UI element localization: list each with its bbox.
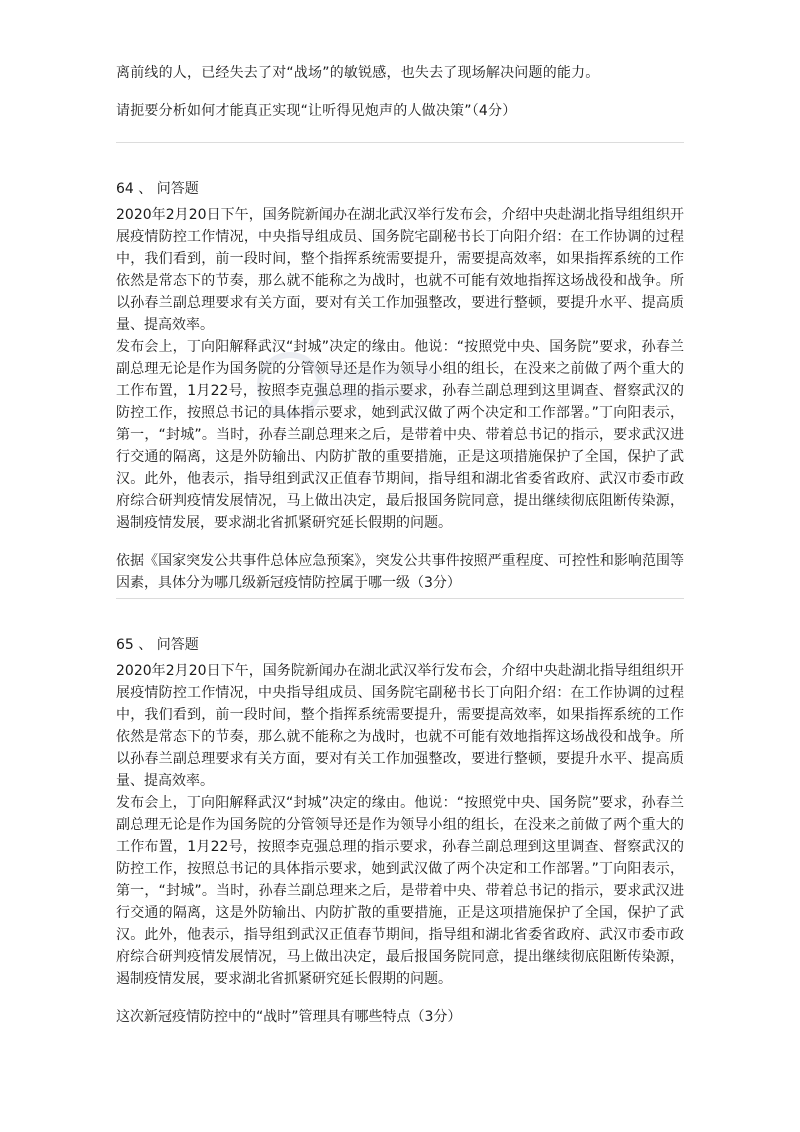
question-65 (116, 634, 684, 1028)
previous-question-tail: 离前线的人，已经失去了对“战场”的敏锐感，也失去了现场解决问题的能力。 (116, 65, 600, 81)
question-64-ask: 依据《国家突发公共事件总体应急预案》，突发公共事件按照严重程度、可控性和影响范围等因素，具体分为哪几级新冠疫情防控属于哪一级（3分） (116, 553, 684, 591)
question-65-ask: 这次新冠疫情防控中的“战时”管理具有哪些特点（3分） (116, 1009, 462, 1025)
question-64 (116, 178, 684, 594)
divider (116, 142, 684, 143)
question-64-paragraph-2: 发布会上，丁向阳解释武汉“封城”决定的缘由。他说：“按照党中央、国务院”要求，孙春兰副总理无论是作为国务院的分管领导还是作为领导小组的组长，在没来之前做了两个重大的工作布置，1月22号，按照李克强总理的指示要求，孙春兰副总理到这里调查、督察武汉的防控工作，按照总书记的具体指示要求，她到武汉做了两个决定和工作部署。”丁向阳表示，第一，“封城”。当时，孙春兰副总理来之后，是带着中央、带着总书记的指示，要求武汉进行交通的隔离，这是外防输出、内防扩散的重要措施，正是这项措施保护了全国，保护了武汉。此外，他表示，指导组到武汉正值春节期间，指导组和湖北省委省政府、武汉市委市政府综合研判疫情发展情况，马上做出决定，最后报国务院同意，提出继续彻底阻断传染源，遏制疫情发展，要求湖北省抓紧研究延长假期的问题。 (116, 339, 684, 531)
question-65-paragraph-2: 发布会上，丁向阳解释武汉“封城”决定的缘由。他说：“按照党中央、国务院”要求，孙春兰副总理无论是作为国务院的分管领导还是作为领导小组的组长，在没来之前做了两个重大的工作布置，1月22号，按照李克强总理的指示要求，孙春兰副总理到这里调查、督察武汉的防控工作，按照总书记的具体指示要求，她到武汉做了两个决定和工作部署。”丁向阳表示，第一，“封城”。当时，孙春兰副总理来之后，是带着中央、带着总书记的指示，要求武汉进行交通的隔离，这是外防输出、内防扩散的重要措施，正是这项措施保护了全国，保护了武汉。此外，他表示，指导组到武汉正值春节期间，指导组和湖北省委省政府、武汉市委市政府综合研判疫情发展情况，马上做出决定，最后报国务院同意，提出继续彻底阻断传染源，遏制疫情发展，要求湖北省抓紧研究延长假期的问题。 (116, 795, 684, 987)
divider (116, 598, 684, 599)
question-65-header: 65 、 问答题 (116, 637, 199, 653)
previous-question-ask: 请扼要分析如何才能真正实现“让听得见炮声的人做决策”（4分） (116, 103, 517, 119)
question-65-paragraph-1: 2020年2月20日下午，国务院新闻办在湖北武汉举行发布会，介绍中央赴湖北指导组组织开展疫情防控工作情况，中央指导组成员、国务院宅副秘书长丁向阳介绍：在工作协调的过程中，我们看到，前一段时间，整个指挥系统需要提升，需要提高效率，如果指挥系统的工作依然是常态下的节奏，那么就不能称之为战时，也就不可能有效地指挥这场战役和战争。所以孙春兰副总理要求有关方面，要对有关工作加强整改，要进行整顿，要提升水平、提高质量、提高效率。 (116, 663, 684, 789)
question-64-paragraph-1: 2020年2月20日下午，国务院新闻办在湖北武汉举行发布会，介绍中央赴湖北指导组组织开展疫情防控工作情况，中央指导组成员、国务院宅副秘书长丁向阳介绍：在工作协调的过程中，我们看到，前一段时间，整个指挥系统需要提升，需要提高效率，如果指挥系统的工作依然是常态下的节奏，那么就不能称之为战时，也就不可能有效地指挥这场战役和战争。所以孙春兰副总理要求有关方面，要对有关工作加强整改，要进行整顿，要提升水平、提高质量、提高效率。 (116, 207, 684, 333)
question-64-header: 64 、 问答题 (116, 181, 199, 197)
